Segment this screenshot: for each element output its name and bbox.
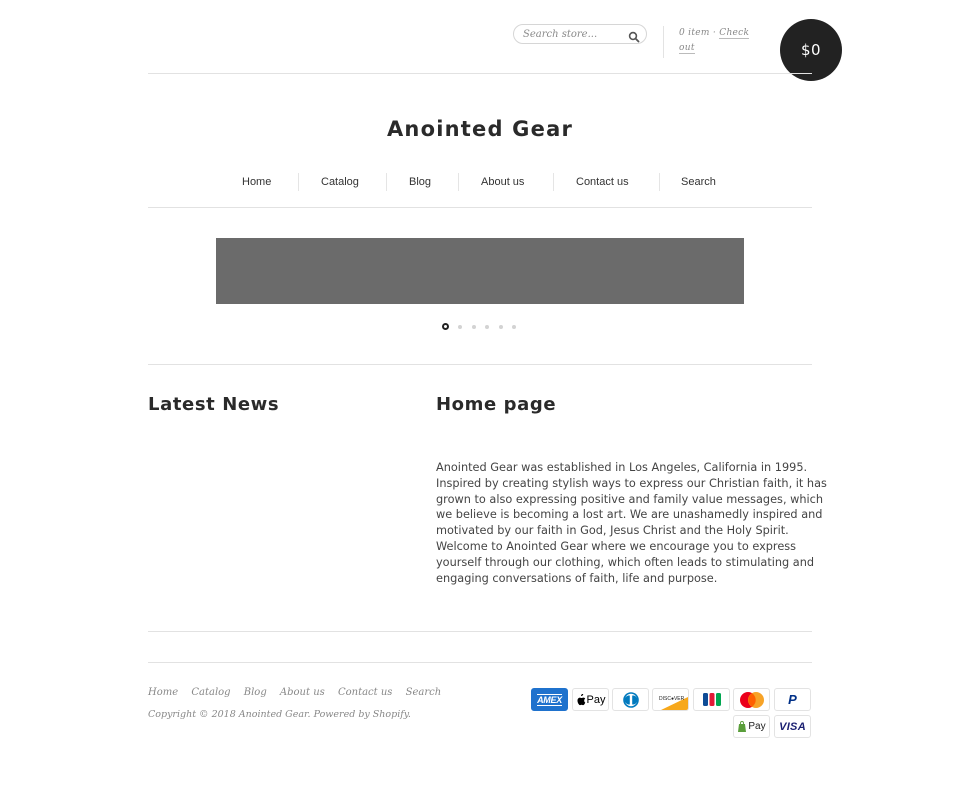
nav-separator — [659, 173, 660, 191]
amex-icon — [531, 688, 568, 711]
nav-item-about[interactable]: About us — [481, 176, 525, 188]
slide-dot-1[interactable] — [442, 323, 449, 330]
cart-summary — [679, 28, 749, 38]
nav-item-catalog[interactable]: Catalog — [321, 176, 359, 188]
home-page-heading: Home page — [436, 394, 557, 415]
slide-dot-3[interactable] — [472, 325, 476, 329]
search-box[interactable] — [513, 24, 647, 44]
visa-icon-label: VISA — [779, 720, 806, 733]
paypal-icon — [774, 688, 811, 711]
cart-separator: · — [712, 28, 717, 38]
footer-link-blog[interactable]: Blog — [243, 687, 267, 698]
nav-separator — [458, 173, 459, 191]
slide-dot-2[interactable] — [458, 325, 462, 329]
header-divider-line — [148, 73, 812, 74]
footer-link-catalog[interactable]: Catalog — [191, 687, 231, 698]
slide-dot-4[interactable] — [485, 325, 489, 329]
cart-summary-line2 — [679, 43, 695, 53]
search-input[interactable] — [523, 27, 623, 41]
nav-separator — [298, 173, 299, 191]
footer-link-search[interactable]: Search — [405, 687, 442, 698]
amex-icon-label: AMEX — [537, 694, 562, 705]
visa-icon — [774, 715, 811, 738]
cart-total: $0 — [800, 41, 822, 59]
nav-item-blog[interactable]: Blog — [409, 176, 432, 188]
footer-link-home[interactable]: Home — [148, 687, 179, 698]
nav-separator — [553, 173, 554, 191]
checkout-link-continued[interactable] — [679, 43, 695, 54]
checkout-link-text-continued: out — [679, 43, 695, 53]
mastercard-icon — [733, 688, 770, 711]
header-divider — [663, 26, 664, 58]
nav-divider-line — [148, 207, 812, 208]
footer-divider-top — [148, 631, 812, 632]
checkout-link-text: Check — [719, 28, 750, 38]
cart-item-count: 0 item — [679, 28, 710, 38]
nav-item-home[interactable]: Home — [242, 176, 272, 188]
latest-news-heading[interactable]: Latest News — [148, 394, 280, 415]
site-title[interactable]: Anointed Gear — [386, 117, 573, 141]
cart-total-button[interactable] — [780, 19, 842, 81]
footer-link-about[interactable]: About us — [279, 687, 325, 698]
apple-pay-label: Pay — [586, 693, 606, 706]
paypal-icon-label: P — [788, 692, 797, 707]
diners-club-icon — [612, 688, 649, 711]
shopify-pay-label: Pay — [748, 721, 766, 732]
slide-dot-6[interactable] — [512, 325, 516, 329]
shopify-pay-icon — [733, 715, 770, 738]
discover-icon — [652, 688, 689, 711]
apple-pay-icon — [572, 688, 609, 711]
copyright: Copyright © 2018 Anointed Gear. Powered by Shopify. — [148, 709, 411, 720]
nav-item-contact[interactable]: Contact us — [576, 176, 629, 188]
footer-link-contact[interactable]: Contact us — [337, 687, 393, 698]
footer-divider-bottom — [148, 662, 812, 663]
svg-text:DISC●VER: DISC●VER — [659, 696, 685, 702]
slideshow-image[interactable] — [216, 238, 744, 304]
jcb-icon — [693, 688, 730, 711]
content-divider-line — [148, 364, 812, 365]
checkout-link[interactable] — [719, 28, 749, 39]
home-page-body: Anointed Gear was established in Los Angeles, California in 1995. Inspired by creating stylish ways to express our Christian faith, it has grown to also expressing positive and family value messages, which we believe is becoming a lost art. We are unashamedly inspired and motivated by our faith in God, Jesus Christ and the Holy Spirit. Welcome to Anointed Gear where we encourage you to express yourself through our clothing, which often leads to stimulating and engaging conversations of faith, life and purpose. — [436, 461, 827, 585]
slide-dot-5[interactable] — [499, 325, 503, 329]
nav-item-search[interactable]: Search — [681, 176, 716, 188]
nav-separator — [386, 173, 387, 191]
search-icon[interactable] — [628, 28, 640, 40]
footer-nav — [148, 687, 451, 698]
